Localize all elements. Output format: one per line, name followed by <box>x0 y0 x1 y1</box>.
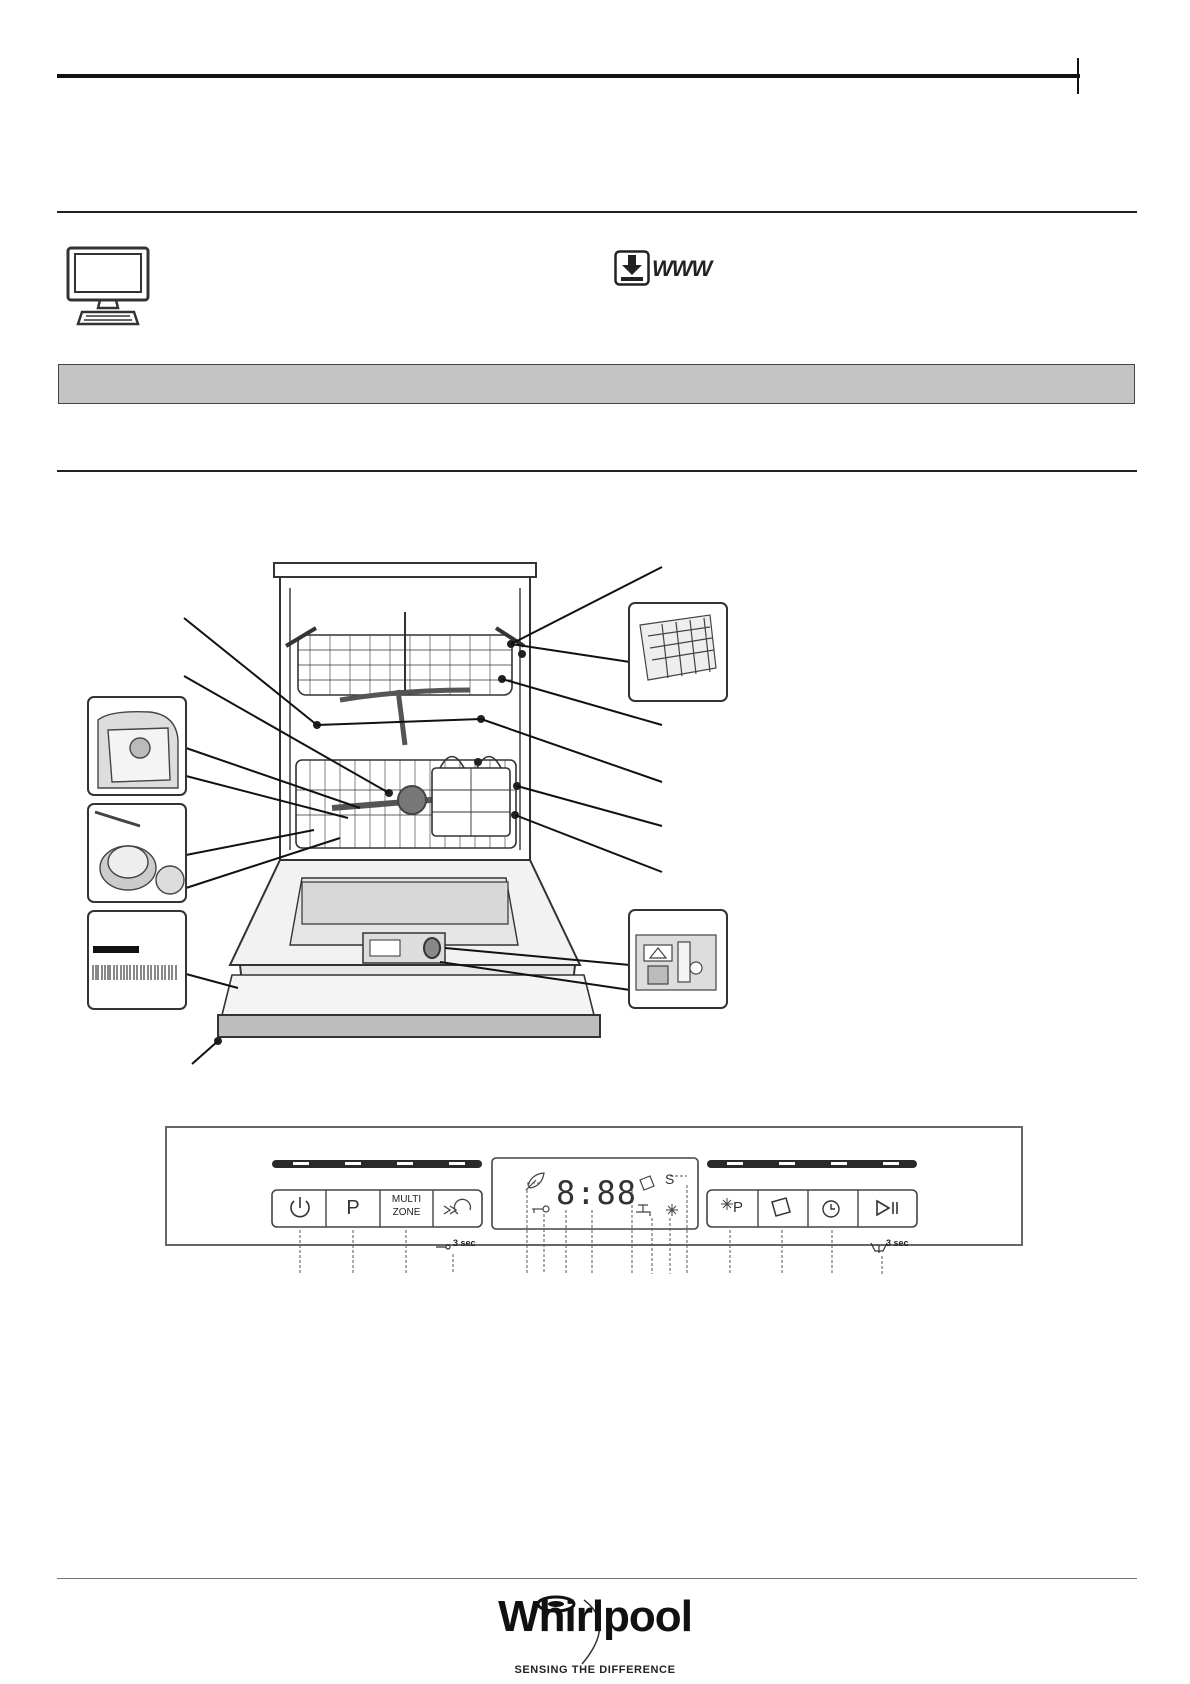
monitor-keyboard-icon <box>66 246 152 328</box>
dry-plus-button[interactable] <box>707 1190 758 1227</box>
section-divider-top <box>57 211 1137 213</box>
download-www-label: WWW <box>652 256 712 281</box>
header-rule-tick <box>1077 58 1079 94</box>
key-hold-hint: 3 sec <box>453 1238 476 1248</box>
brand-logo: Whirlpool <box>498 1592 692 1641</box>
program-button[interactable] <box>326 1190 380 1227</box>
dishwasher-illustration <box>80 555 740 1075</box>
delay-button[interactable] <box>808 1190 858 1227</box>
header-rule <box>57 74 1080 78</box>
program-button-label: P <box>346 1197 360 1219</box>
power-button[interactable] <box>272 1190 326 1227</box>
display-salt-indicator: S <box>665 1171 675 1187</box>
download-www-icon <box>614 250 714 286</box>
section-divider <box>57 470 1137 472</box>
brand-tagline: SENSING THE DIFFERENCE <box>514 1664 676 1676</box>
tablet-button[interactable] <box>758 1190 808 1227</box>
footer-rule <box>57 1578 1137 1579</box>
multizone-label-line1: MULTI <box>391 1194 422 1205</box>
start-pause-button[interactable] <box>858 1190 917 1227</box>
section-band <box>58 364 1135 404</box>
reset-hold-hint: 3 sec <box>886 1238 909 1248</box>
dry-plus-label: P <box>733 1199 744 1216</box>
multizone-button[interactable] <box>380 1193 433 1227</box>
express-button[interactable] <box>433 1190 482 1227</box>
multizone-label-line2: ZONE <box>392 1207 421 1218</box>
display-digits: 8:88 <box>556 1174 638 1212</box>
